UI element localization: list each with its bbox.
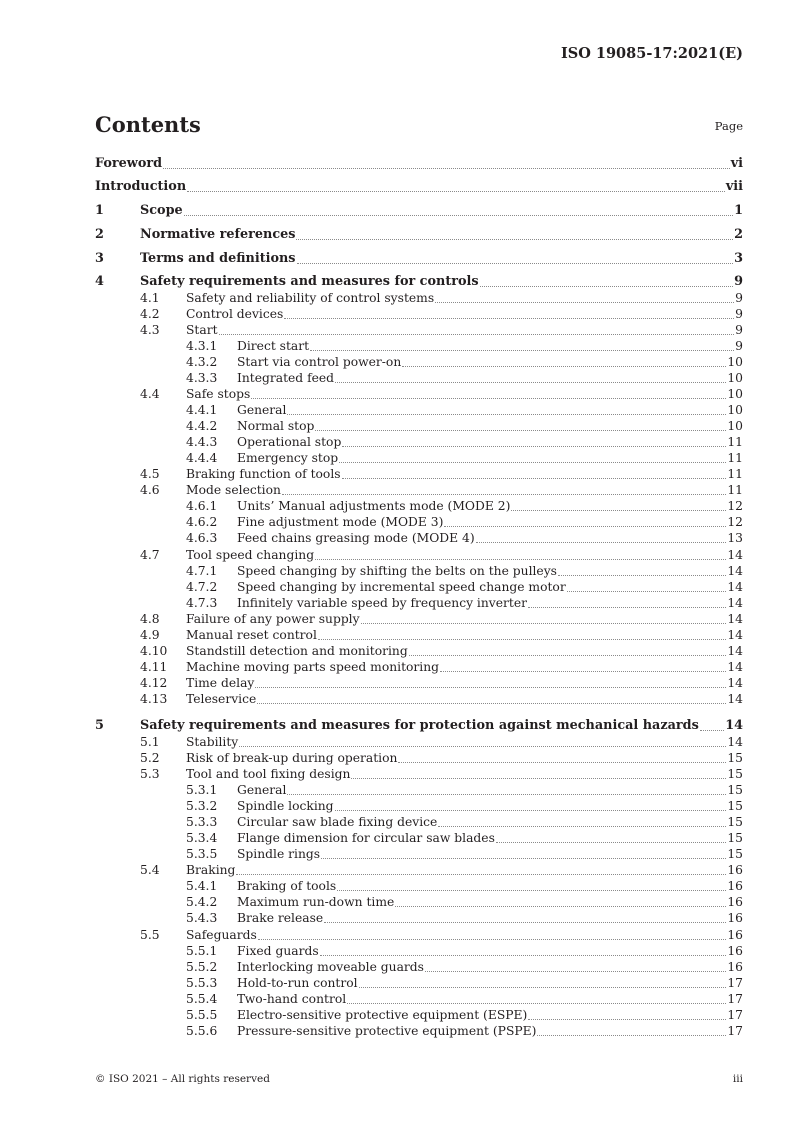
toc-entry[interactable] — [95, 156, 743, 172]
page-number: iii — [732, 1073, 743, 1085]
toc-entry-title[interactable]: Speed changing by shifting the belts on the pulleys — [237, 564, 557, 578]
document-identifier: ISO 19085-17:2021(E) — [560, 45, 743, 62]
toc-entry-page: 14 — [727, 692, 743, 706]
toc-entry-title[interactable]: Risk of break-up during operation — [186, 751, 398, 765]
toc-entry-title[interactable]: Fine adjustment mode (MODE 3) — [237, 515, 444, 529]
toc-entry-title[interactable]: Fixed guards — [237, 944, 319, 958]
toc-entry-title[interactable]: Tool speed changing — [186, 548, 315, 562]
toc-entry[interactable] — [140, 927, 743, 943]
dot-leader — [444, 525, 726, 527]
toc-entry-number: 4.7.3 — [186, 596, 218, 610]
copyright-notice: © ISO 2021 – All rights reserved — [95, 1073, 270, 1085]
toc-entry-page: 14 — [727, 660, 743, 674]
dot-leader — [219, 333, 735, 335]
toc-entry-title[interactable]: Infinitely variable speed by frequency inverter — [237, 596, 527, 610]
toc-entry-title[interactable]: Safety requirements and measures for controls — [140, 274, 479, 289]
dot-leader — [337, 889, 726, 891]
toc-entry[interactable] — [186, 991, 743, 1007]
toc-entry-title[interactable]: Standstill detection and monitoring — [186, 644, 408, 658]
toc-entry-number: 5.4.2 — [186, 895, 218, 909]
toc-entry-title[interactable]: Flange dimension for circular saw blades — [237, 831, 495, 845]
toc-entry-page: 14 — [725, 718, 743, 733]
toc-entry-title[interactable]: Normative references — [140, 227, 296, 242]
toc-entry[interactable] — [140, 306, 743, 322]
dot-leader — [324, 921, 726, 923]
toc-entry-page: 17 — [727, 976, 743, 990]
toc-entry-number: 5.4.3 — [186, 911, 218, 925]
toc-entry-page: 9 — [735, 291, 743, 305]
toc-entry-page: 14 — [727, 612, 743, 626]
toc-entry-number: 4.7 — [140, 548, 160, 562]
toc-entry-title[interactable]: Terms and definitions — [140, 251, 296, 266]
toc-entry-number: 4.4 — [140, 387, 160, 401]
toc-entry-title[interactable]: Teleservice — [186, 692, 257, 706]
toc-entry[interactable] — [186, 782, 743, 798]
dot-leader — [480, 285, 734, 287]
dot-leader — [296, 238, 733, 240]
dot-leader — [255, 686, 726, 688]
toc-entry-page: 9 — [735, 339, 743, 353]
dot-leader — [435, 301, 734, 303]
toc-entry-title[interactable]: Start via control power-on — [237, 355, 402, 369]
toc-entry[interactable] — [186, 975, 743, 991]
toc-entry-number: 4.6.1 — [186, 499, 218, 513]
dot-leader — [438, 825, 726, 827]
toc-entry-number: 5 — [95, 718, 104, 733]
dot-leader — [511, 509, 726, 511]
toc-entry[interactable] — [95, 179, 743, 195]
toc-entry-number: 4.1 — [140, 291, 160, 305]
dot-leader — [700, 729, 724, 731]
dot-leader — [257, 702, 726, 704]
toc-entry-number: 5.5.6 — [186, 1024, 218, 1038]
toc-entry[interactable] — [186, 959, 743, 975]
toc-entry-page: 17 — [727, 992, 743, 1006]
toc-entry-title[interactable]: Scope — [140, 203, 183, 218]
toc-entry-number: 4.11 — [140, 660, 168, 674]
toc-entry-number: 4.4.2 — [186, 419, 218, 433]
toc-entry[interactable] — [95, 274, 743, 290]
toc-entry-number: 5.3.2 — [186, 799, 218, 813]
dot-leader — [361, 622, 727, 624]
toc-entry-page: 15 — [727, 783, 743, 797]
toc-entry[interactable] — [95, 203, 743, 219]
toc-entry-page: 11 — [727, 467, 743, 481]
toc-entry-page: 11 — [727, 483, 743, 497]
toc-entry-number: 4.6.2 — [186, 515, 218, 529]
dot-leader — [239, 745, 726, 747]
toc-entry-title[interactable]: General — [237, 783, 287, 797]
dot-leader — [537, 1034, 726, 1036]
toc-entry[interactable] — [140, 627, 743, 643]
toc-entry-page: 9 — [735, 307, 743, 321]
toc-entry[interactable] — [140, 750, 743, 766]
toc-entry[interactable] — [186, 514, 743, 530]
dot-leader — [284, 317, 734, 319]
toc-entry-title[interactable]: Foreword — [95, 156, 163, 171]
toc-entry-page: 10 — [727, 355, 743, 369]
toc-entry[interactable] — [186, 402, 743, 418]
dot-leader — [287, 793, 726, 795]
toc-entry-number: 4.10 — [140, 644, 168, 658]
dot-leader — [184, 214, 733, 216]
page-column-label: Page — [714, 119, 743, 133]
toc-entry-page: 17 — [727, 1024, 743, 1038]
dot-leader — [287, 413, 726, 415]
toc-entry-title[interactable]: Electro-sensitive protective equipment (ESPE) — [237, 1008, 528, 1022]
toc-entry-page: 3 — [734, 251, 743, 266]
toc-entry-page: 15 — [727, 831, 743, 845]
toc-entry-title[interactable]: Tool and tool fixing design — [186, 767, 351, 781]
dot-leader — [321, 857, 726, 859]
toc-entry-title[interactable]: Start — [186, 323, 218, 337]
toc-entry-number: 5.4.1 — [186, 879, 218, 893]
toc-entry-title[interactable]: Safe stops — [186, 387, 251, 401]
toc-entry-page: 16 — [727, 863, 743, 877]
toc-entry[interactable] — [95, 251, 743, 267]
toc-entry-number: 4.3.1 — [186, 339, 218, 353]
dot-leader — [187, 190, 725, 192]
dot-leader — [339, 461, 726, 463]
toc-entry-number: 5.2 — [140, 751, 160, 765]
toc-entry[interactable] — [186, 595, 743, 611]
dot-leader — [409, 654, 727, 656]
dot-leader — [282, 493, 726, 495]
toc-entry[interactable] — [140, 643, 743, 659]
toc-entry[interactable] — [140, 734, 743, 750]
dot-leader — [342, 477, 727, 479]
toc-entry[interactable] — [186, 418, 743, 434]
toc-entry[interactable] — [140, 547, 743, 563]
toc-entry-number: 4.4.3 — [186, 435, 218, 449]
dot-leader — [440, 670, 726, 672]
toc-entry-title[interactable]: Failure of any power supply — [186, 612, 360, 626]
toc-entry-number: 4.2 — [140, 307, 160, 321]
toc-entry-number: 4.13 — [140, 692, 168, 706]
toc-entry-title[interactable]: Brake release — [237, 911, 324, 925]
toc-entry[interactable] — [95, 227, 743, 243]
toc-entry-page: 10 — [727, 371, 743, 385]
toc-entry-page: 9 — [735, 323, 743, 337]
dot-leader — [315, 558, 726, 560]
dot-leader — [359, 986, 727, 988]
contents-heading: Contents — [95, 112, 201, 137]
toc-entry-title[interactable]: Units’ Manual adjustments mode (MODE 2) — [237, 499, 511, 513]
toc-entry[interactable] — [140, 862, 743, 878]
toc-entry-page: 10 — [727, 419, 743, 433]
toc-entry-title[interactable]: Interlocking moveable guards — [237, 960, 424, 974]
dot-leader — [476, 541, 727, 543]
toc-entry-title[interactable]: Time delay — [186, 676, 255, 690]
dot-leader — [258, 938, 727, 940]
toc-entry[interactable] — [140, 691, 743, 707]
dot-leader — [310, 349, 734, 351]
toc-entry-number: 3 — [95, 251, 104, 266]
dot-leader — [395, 905, 726, 907]
toc-entry[interactable] — [186, 338, 743, 354]
toc-entry-title[interactable]: Spindle rings — [237, 847, 321, 861]
toc-entry-title[interactable]: Machine moving parts speed monitoring — [186, 660, 440, 674]
toc-entry-title[interactable]: Braking — [186, 863, 236, 877]
dot-leader — [496, 841, 726, 843]
toc-entry[interactable] — [186, 830, 743, 846]
toc-entry[interactable] — [140, 766, 743, 782]
toc-entry-title[interactable]: Normal stop — [237, 419, 315, 433]
toc-entry[interactable] — [140, 290, 743, 306]
toc-entry-number: 4.5 — [140, 467, 160, 481]
toc-entry-number: 4.12 — [140, 676, 168, 690]
toc-entry[interactable] — [186, 1023, 743, 1039]
toc-entry-page: 10 — [727, 387, 743, 401]
toc-entry-page: 13 — [727, 531, 743, 545]
toc-entry-number: 5.3.3 — [186, 815, 218, 829]
dot-leader — [163, 167, 730, 169]
toc-entry[interactable] — [95, 718, 743, 734]
toc-entry-title[interactable]: Manual reset control — [186, 628, 317, 642]
toc-entry-number: 5.5.4 — [186, 992, 218, 1006]
toc-entry-page: 16 — [727, 911, 743, 925]
toc-entry-number: 4.9 — [140, 628, 160, 642]
toc-entry-number: 5.4 — [140, 863, 160, 877]
toc-entry-page: 14 — [727, 628, 743, 642]
toc-entry-page: 16 — [727, 928, 743, 942]
toc-entry-number: 5.5.3 — [186, 976, 218, 990]
dot-leader — [318, 638, 726, 640]
toc-entry-title[interactable]: Circular saw blade fixing device — [237, 815, 438, 829]
toc-entry-page: 15 — [727, 751, 743, 765]
toc-entry[interactable] — [186, 498, 743, 514]
dot-leader — [297, 262, 734, 264]
dot-leader — [342, 445, 726, 447]
toc-entry-page: 14 — [727, 580, 743, 594]
toc-entry-title[interactable]: Maximum run-down time — [237, 895, 395, 909]
toc-entry-number: 4.6.3 — [186, 531, 218, 545]
toc-entry[interactable] — [140, 675, 743, 691]
dot-leader — [236, 873, 726, 875]
toc-entry-number: 4.7.2 — [186, 580, 218, 594]
toc-entry[interactable] — [140, 466, 743, 482]
toc-entry-title[interactable]: Direct start — [237, 339, 310, 353]
dot-leader — [567, 590, 727, 592]
toc-entry-page: 14 — [727, 735, 743, 749]
toc-entry-page: 16 — [727, 895, 743, 909]
toc-entry-number: 5.3 — [140, 767, 160, 781]
dot-leader — [251, 397, 726, 399]
toc-entry-title[interactable]: Safeguards — [186, 928, 257, 942]
toc-entry-title[interactable]: Safety requirements and measures for protection against mechanical hazards — [140, 718, 699, 733]
toc-entry-page: 14 — [727, 548, 743, 562]
dot-leader — [398, 761, 726, 763]
dot-leader — [528, 1018, 726, 1020]
toc-entry[interactable] — [186, 1007, 743, 1023]
toc-entry-page: 15 — [727, 799, 743, 813]
dot-leader — [335, 381, 726, 383]
toc-entry[interactable] — [140, 482, 743, 498]
toc-entry-page: 15 — [727, 815, 743, 829]
toc-entry[interactable] — [186, 878, 743, 894]
toc-entry-number: 5.5.2 — [186, 960, 218, 974]
toc-entry-page: vi — [730, 156, 743, 171]
toc-entry-number: 4.3 — [140, 323, 160, 337]
toc-entry-title[interactable]: Feed chains greasing mode (MODE 4) — [237, 531, 475, 545]
toc-entry[interactable] — [186, 370, 743, 386]
toc-entry-page: 12 — [727, 499, 743, 513]
toc-entry-title[interactable]: Mode selection — [186, 483, 281, 497]
toc-entry-page: 9 — [734, 274, 743, 289]
toc-entry-page: 14 — [727, 676, 743, 690]
toc-entry-number: 5.5.1 — [186, 944, 218, 958]
toc-entry[interactable] — [140, 386, 743, 402]
toc-entry-title[interactable]: Safety and reliability of control systems — [186, 291, 435, 305]
toc-entry-number: 4.7.1 — [186, 564, 218, 578]
dot-leader — [558, 574, 726, 576]
toc-entry-number: 1 — [95, 203, 104, 218]
dot-leader — [335, 809, 727, 811]
toc-entry[interactable] — [140, 659, 743, 675]
toc-entry-page: 2 — [734, 227, 743, 242]
toc-entry-number: 5.1 — [140, 735, 160, 749]
toc-entry-page: 14 — [727, 596, 743, 610]
toc-entry[interactable] — [140, 611, 743, 627]
toc-entry-page: 15 — [727, 767, 743, 781]
toc-entry-title[interactable]: General — [237, 403, 287, 417]
toc-entry-title[interactable]: Hold-to-run control — [237, 976, 358, 990]
toc-entry[interactable] — [186, 434, 743, 450]
toc-entry-number: 4.4.1 — [186, 403, 218, 417]
toc-entry[interactable] — [186, 846, 743, 862]
toc-entry-title[interactable]: Speed changing by incremental speed change motor — [237, 580, 566, 594]
toc-entry-number: 4.8 — [140, 612, 160, 626]
toc-entry[interactable] — [186, 798, 743, 814]
toc-entry-title[interactable]: Pressure-sensitive protective equipment (PSPE) — [237, 1024, 537, 1038]
dot-leader — [315, 429, 726, 431]
toc-entry-number: 4 — [95, 274, 104, 289]
dot-leader — [528, 606, 726, 608]
toc-entry-page: 16 — [727, 879, 743, 893]
dot-leader — [320, 954, 727, 956]
toc-entry-title[interactable]: Two-hand control — [237, 992, 347, 1006]
toc-entry-page: 14 — [727, 564, 743, 578]
toc-entry[interactable] — [186, 814, 743, 830]
toc-entry[interactable] — [186, 530, 743, 546]
toc-entry-page: 10 — [727, 403, 743, 417]
toc-entry-number: 4.3.2 — [186, 355, 218, 369]
toc-entry-number: 4.3.3 — [186, 371, 218, 385]
dot-leader — [425, 970, 726, 972]
toc-entry-page: 1 — [734, 203, 743, 218]
toc-entry-title[interactable]: Integrated feed — [237, 371, 335, 385]
toc-entry-title[interactable]: Operational stop — [237, 435, 342, 449]
toc-entry-number: 4.6 — [140, 483, 160, 497]
toc-entry-page: 16 — [727, 944, 743, 958]
toc-entry-number: 2 — [95, 227, 104, 242]
dot-leader — [402, 365, 726, 367]
toc-entry-page: 12 — [727, 515, 743, 529]
toc-entry-title[interactable]: Introduction — [95, 179, 187, 194]
toc-entry-title[interactable]: Spindle locking — [237, 799, 334, 813]
toc-entry[interactable] — [140, 322, 743, 338]
toc-entry[interactable] — [186, 579, 743, 595]
toc-entry-title[interactable]: Emergency stop — [237, 451, 339, 465]
toc-entry-number: 5.5 — [140, 928, 160, 942]
toc-entry-number: 5.3.4 — [186, 831, 218, 845]
toc-entry-page: 17 — [727, 1008, 743, 1022]
toc-entry[interactable] — [186, 450, 743, 466]
toc-entry[interactable] — [186, 354, 743, 370]
toc-entry-number: 5.5.5 — [186, 1008, 218, 1022]
toc-entry-page: 16 — [727, 960, 743, 974]
toc-entry-number: 5.3.1 — [186, 783, 218, 797]
toc-entry-title[interactable]: Control devices — [186, 307, 284, 321]
toc-entry-page: 14 — [727, 644, 743, 658]
toc-entry-number: 5.3.5 — [186, 847, 218, 861]
toc-entry-number: 4.4.4 — [186, 451, 218, 465]
dot-leader — [347, 1002, 726, 1004]
toc-entry-page: vii — [725, 179, 743, 194]
toc-entry[interactable] — [186, 910, 743, 926]
toc-entry-page: 11 — [727, 451, 743, 465]
toc-entry[interactable] — [186, 894, 743, 910]
toc-entry-page: 15 — [727, 847, 743, 861]
toc-entry-title[interactable]: Stability — [186, 735, 239, 749]
toc-entry-title[interactable]: Braking of tools — [237, 879, 337, 893]
toc-entry-title[interactable]: Braking function of tools — [186, 467, 341, 481]
dot-leader — [351, 777, 726, 779]
toc-entry[interactable] — [186, 563, 743, 579]
toc-entry-page: 11 — [727, 435, 743, 449]
toc-entry[interactable] — [186, 943, 743, 959]
